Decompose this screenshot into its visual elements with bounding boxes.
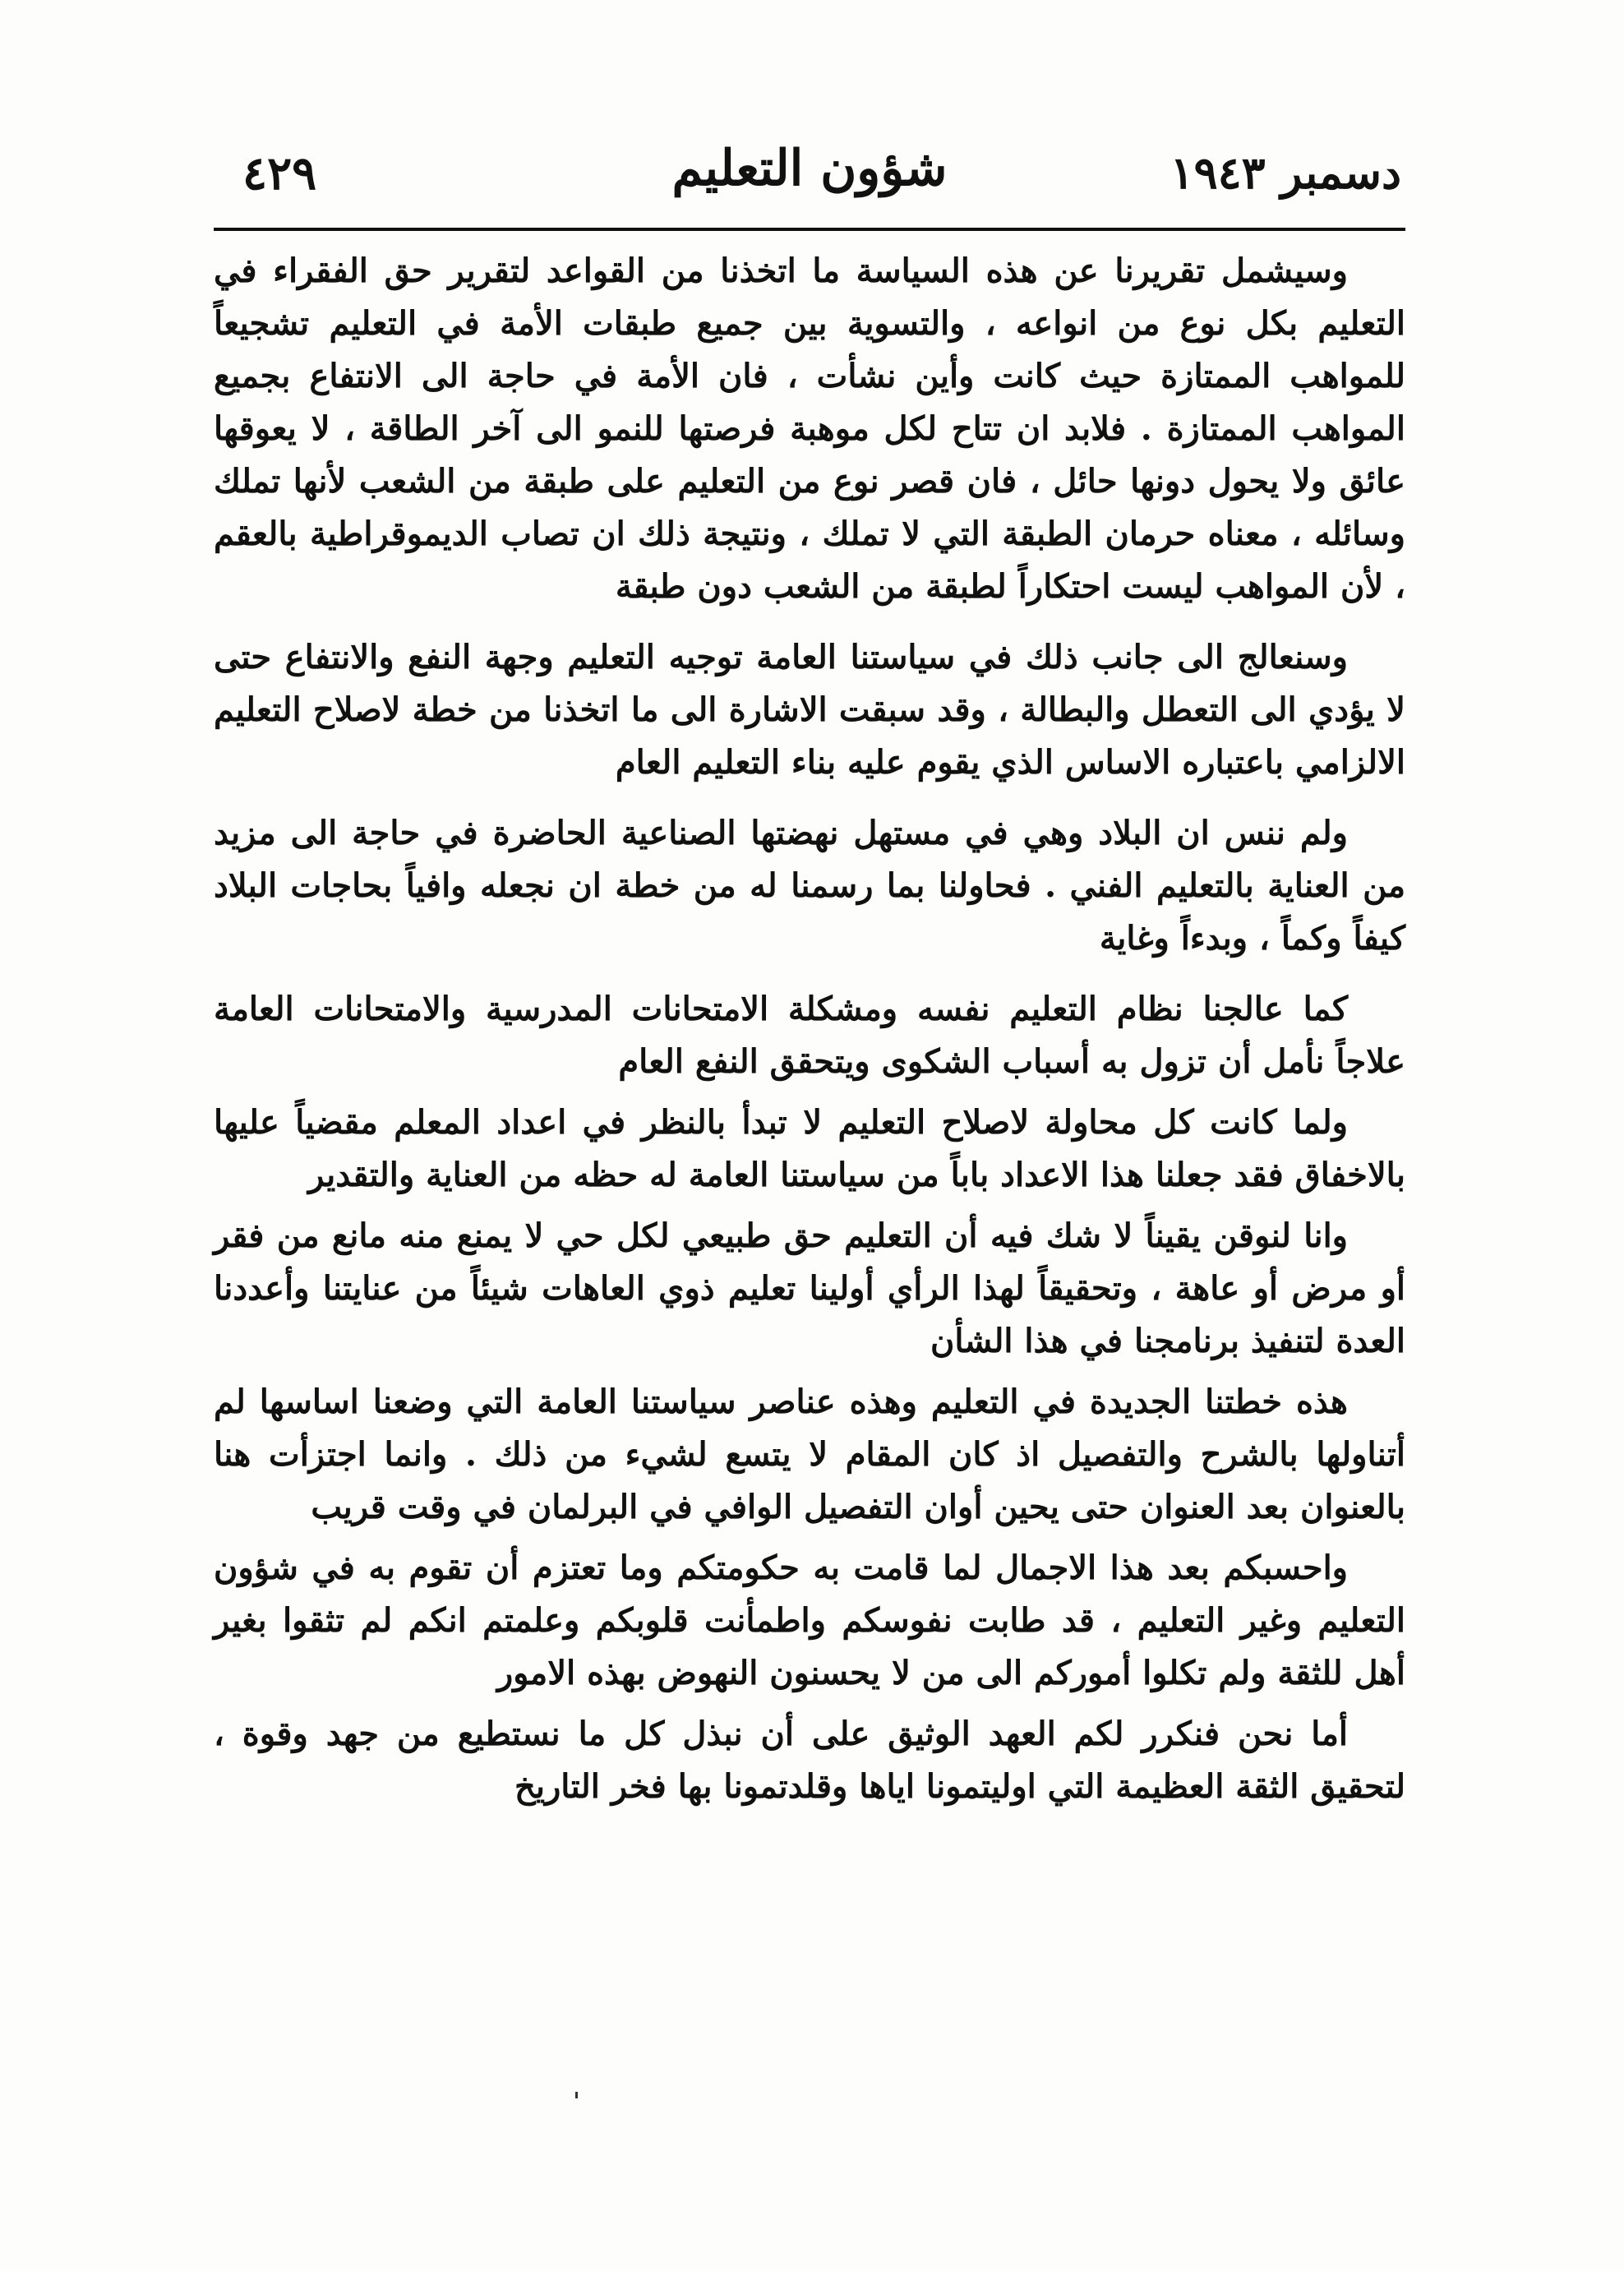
body-text xyxy=(214,245,1405,1821)
paragraph: وسيشمل تقريرنا عن هذه السياسة ما اتخذنا من القواعد لتقرير حق الفقراء في التعليم بكل نوع من انواعه ، والتسوية بين جميع طبقات الأمة في التعليم تشجيعاً للمواهب الممتازة حيث كانت وأين نشأت ، فان الأمة في حاجة الى الانتفاع بجميع المواهب الممتازة . فلابد ان تتاح لكل موهبة فرصتها للنمو الى آخر الطاقة ، لا يعوقها عائق ولا يحول دونها حائل ، فان قصر نوع من التعليم على طبقة من الشعب لأنها تملك وسائله ، معناه حرمان الطبقة التي لا تملك ، ونتيجة ذلك ان تصاب الديموقراطية بالعقم ، لأن المواهب ليست احتكاراً لطبقة من الشعب دون طبقة xyxy=(214,252,1405,606)
paragraph: أما نحن فنكرر لكم العهد الوثيق على أن نبذل كل ما نستطيع من جهد وقوة ، لتحقيق الثقة العظيمة التي اوليتمونا اياها وقلدتمونا بها فخر التاريخ xyxy=(214,1715,1405,1806)
paragraph: كما عالجنا نظام التعليم نفسه ومشكلة الامتحانات المدرسية والامتحانات العامة علاجاً نأمل أن تزول به أسباب الشكوى ويتحقق النفع العام xyxy=(214,990,1405,1081)
header-date: دسمبر ١٩٤٣ xyxy=(1170,146,1401,199)
scan-speck xyxy=(575,2092,578,2098)
paragraph: ولما كانت كل محاولة لاصلاح التعليم لا تبدأ بالنظر في اعداد المعلم مقضياً عليها بالاخفاق فقد جعلنا هذا الاعداد باباً من سياستنا العامة له حظه من العناية والتقدير xyxy=(214,1103,1405,1194)
page-number: ٤٢٩ xyxy=(242,146,317,201)
page-header xyxy=(218,132,1401,214)
paragraph: ولم ننس ان البلاد وهي في مستهل نهضتها الصناعية الحاضرة في حاجة الى مزيد من العناية بالتعليم الفني . فحاولنا بما رسمنا له من خطة ان نجعله وافياً بحاجات البلاد كيفاً وكماً ، وبدءاً وغاية xyxy=(214,814,1405,958)
paragraph: واحسبكم بعد هذا الاجمال لما قامت به حكومتكم وما تعتزم أن تقوم به في شؤون التعليم وغير التعليم ، قد طابت نفوسكم واطمأنت قلوبكم وعلمتم انكم لم تثقوا بغير أهل للثقة ولم تكلوا أموركم الى من لا يحسنون النهوض بهذه الامور xyxy=(214,1549,1406,1692)
paragraph: وسنعالج الى جانب ذلك في سياستنا العامة توجيه التعليم وجهة النفع والانتفاع حتى لا يؤدي الى التعطل والبطالة ، وقد سبقت الاشارة الى ما اتخذنا من خطة لاصلاح التعليم الالزامي باعتباره الاساس الذي يقوم عليه بناء التعليم العام xyxy=(214,638,1405,782)
paragraph: وانا لنوقن يقيناً لا شك فيه أن التعليم حق طبيعي لكل حي لا يمنع منه مانع من فقر أو مرض أو عاهة ، وتحقيقاً لهذا الرأي أولينا تعليم ذوي العاهات شيئاً من عنايتنا وأعددنا العدة لتنفيذ برنامجنا في هذا الشأن xyxy=(214,1216,1406,1360)
header-rule xyxy=(214,228,1405,231)
paragraph: هذه خطتنا الجديدة في التعليم وهذه عناصر سياستنا العامة التي وضعنا اساسها لم أتناولها بالشرح والتفصيل اذ كان المقام لا يتسع لشيء من ذلك . وانما اجتزأت هنا بالعنوان بعد العنوان حتى يحين أوان التفصيل الوافي في البرلمان في وقت قريب xyxy=(214,1382,1405,1526)
header-title: شؤون التعليم xyxy=(671,140,948,197)
